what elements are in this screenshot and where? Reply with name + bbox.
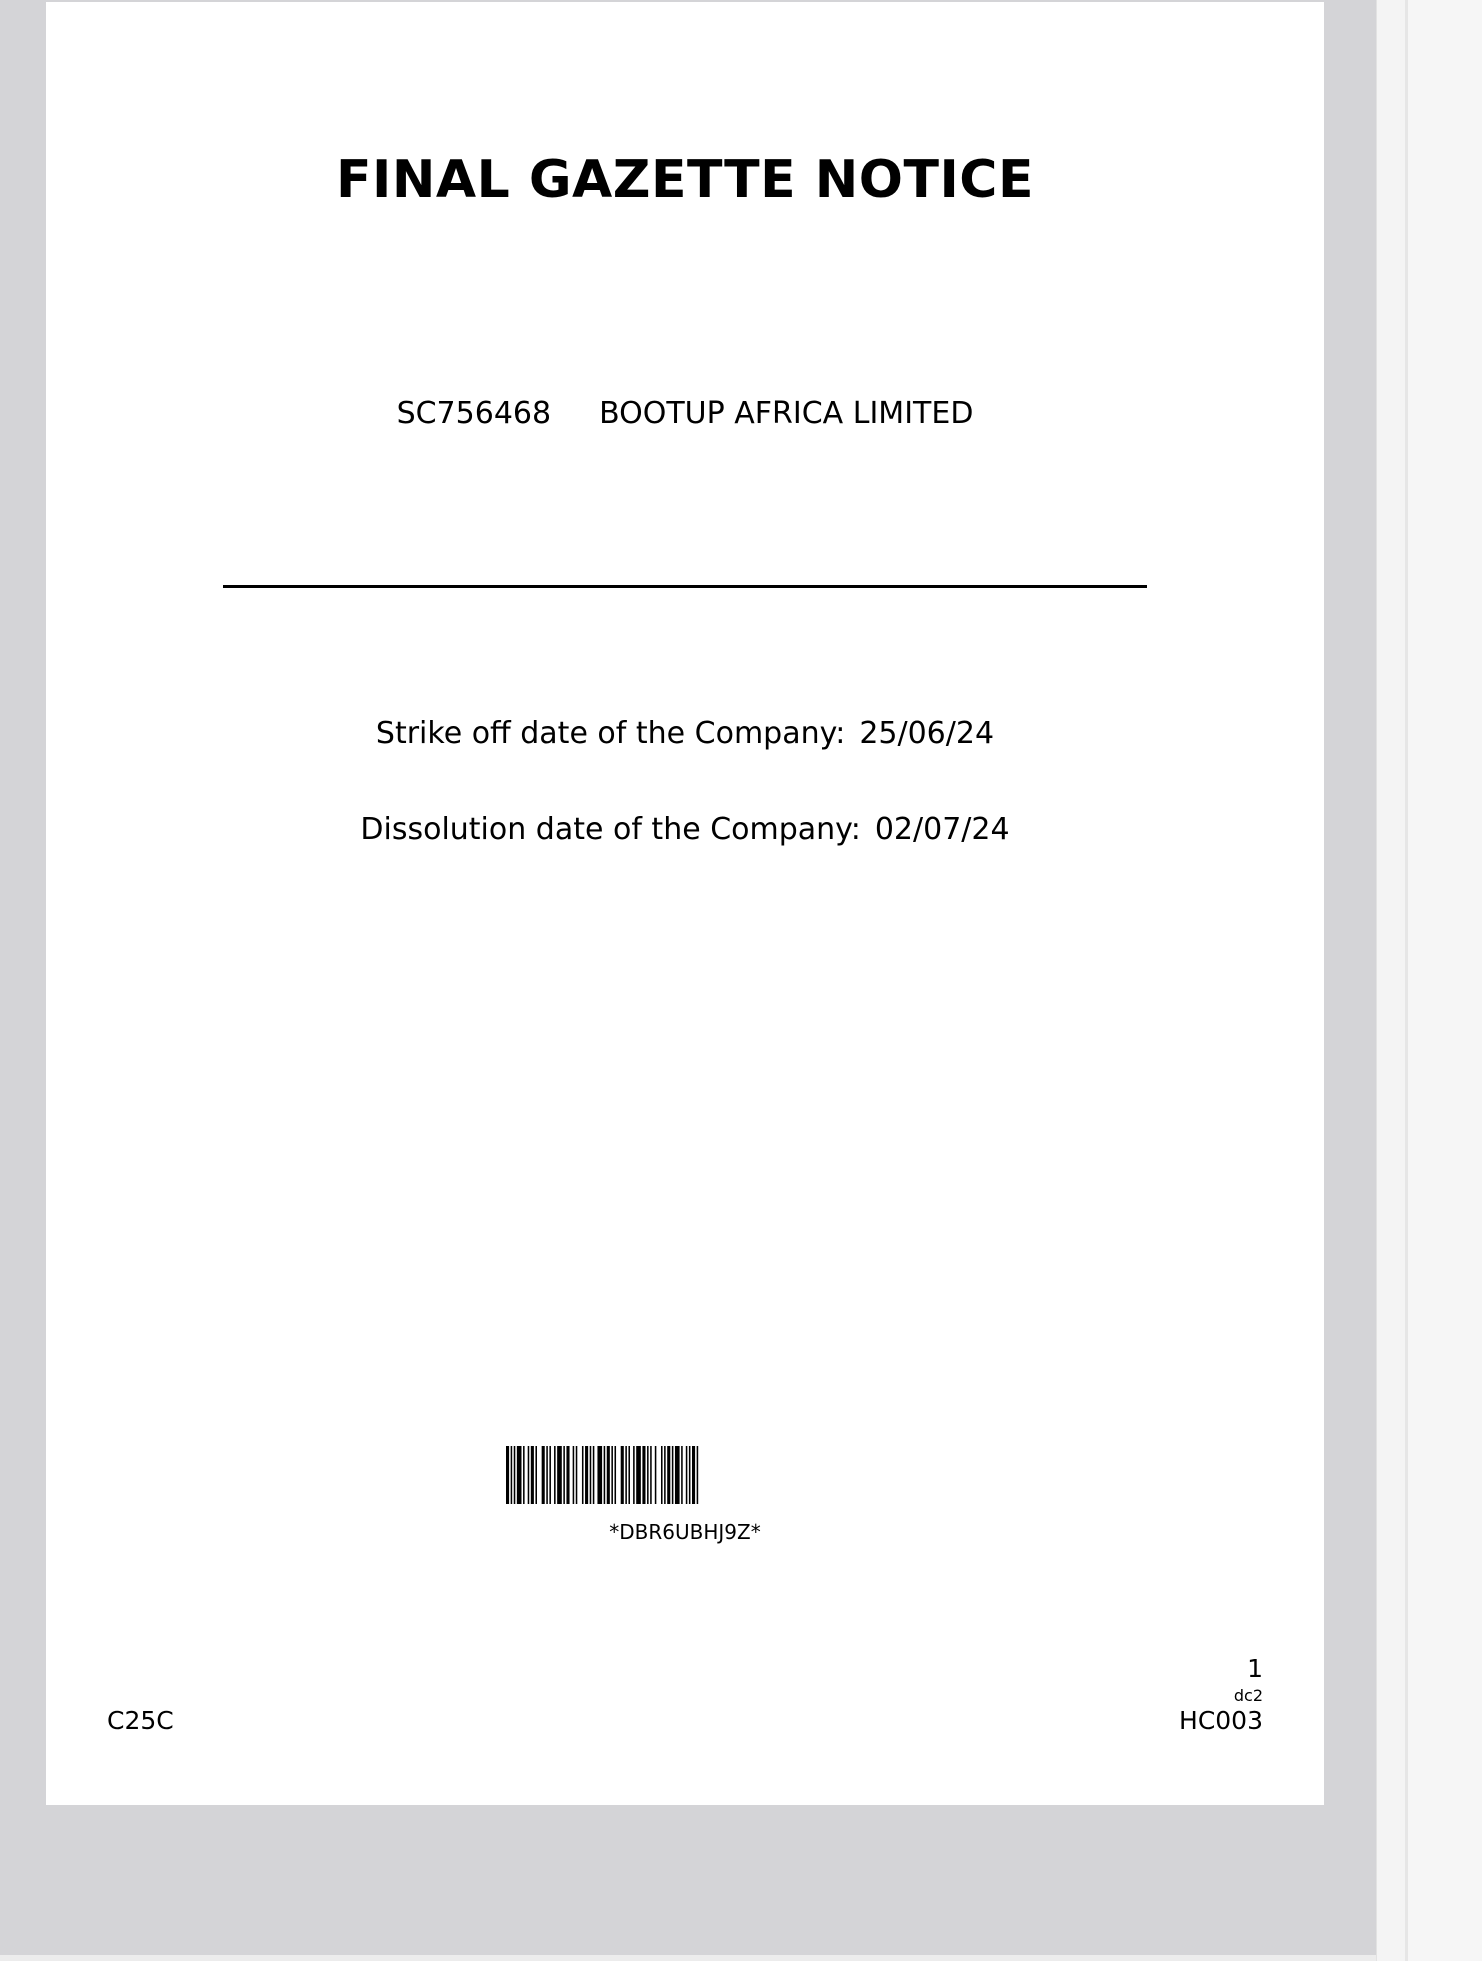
barcode-bar <box>554 1446 556 1504</box>
dissolution-line <box>46 812 1324 847</box>
barcode-bar <box>675 1446 680 1504</box>
viewer-bottom-edge <box>0 1955 1376 1961</box>
barcode-bar <box>563 1446 565 1504</box>
dissolution-label: Dissolution date of the Company: <box>360 812 861 847</box>
barcode-bar <box>628 1446 630 1504</box>
footer-code-left: C25C <box>107 1706 174 1735</box>
barcode-bar <box>523 1446 525 1504</box>
barcode-bar <box>607 1446 610 1504</box>
barcode-bar <box>585 1446 588 1504</box>
barcode-bar <box>549 1446 551 1504</box>
barcode-bar <box>517 1446 522 1504</box>
barcode-bar <box>697 1446 699 1504</box>
barcode-bar <box>546 1446 548 1504</box>
barcode-bar <box>593 1446 595 1504</box>
page-title: FINAL GAZETTE NOTICE <box>335 150 1034 210</box>
barcode-bar <box>621 1446 624 1504</box>
barcode-bar <box>692 1446 695 1504</box>
barcode-bar <box>625 1446 627 1504</box>
barcode-bar <box>681 1446 683 1504</box>
barcode-text: *DBR6UBHJ9Z* <box>609 1520 761 1544</box>
footer-small-code: dc2 <box>1233 1686 1263 1705</box>
barcode-bar <box>531 1446 534 1504</box>
barcode-bar <box>689 1446 691 1504</box>
barcode-bar <box>667 1446 670 1504</box>
barcode-bar <box>633 1446 635 1504</box>
company-name: BOOTUP AFRICA LIMITED <box>599 396 974 431</box>
barcode-bar <box>566 1446 569 1504</box>
barcode-bar <box>582 1446 584 1504</box>
divider <box>223 585 1147 588</box>
strike-off-date: 25/06/24 <box>859 716 995 751</box>
barcode-bar <box>672 1446 674 1504</box>
barcode-bar <box>573 1446 575 1504</box>
barcode-bar <box>611 1446 613 1504</box>
barcode <box>506 1446 864 1504</box>
barcode-bar <box>514 1446 516 1504</box>
barcode-bar <box>535 1446 537 1504</box>
barcode-bar <box>597 1446 602 1504</box>
barcode-bar <box>642 1446 645 1504</box>
side-panel <box>1405 0 1482 1961</box>
footer-code-right: HC003 <box>1179 1706 1263 1735</box>
dissolution-date: 02/07/24 <box>874 812 1010 847</box>
barcode-bar <box>636 1446 641 1504</box>
barcode-bar <box>650 1446 652 1504</box>
strike-off-label: Strike off date of the Company: <box>375 716 846 751</box>
strike-off-line <box>46 716 1324 751</box>
barcode-bar <box>506 1446 509 1504</box>
barcode-bar <box>528 1446 530 1504</box>
barcode-bar <box>655 1446 657 1504</box>
document-page <box>46 2 1324 1805</box>
barcode-bar <box>557 1446 562 1504</box>
company-number: SC756468 <box>396 396 552 431</box>
barcode-bar <box>647 1446 649 1504</box>
company-line <box>46 396 1324 431</box>
barcode-bar <box>590 1446 592 1504</box>
page-number: 1 <box>1247 1654 1263 1683</box>
barcode-bar <box>664 1446 666 1504</box>
barcode-bar <box>661 1446 663 1504</box>
barcode-bar <box>511 1446 513 1504</box>
scrollbar-track[interactable] <box>1376 0 1405 1961</box>
barcode-bar <box>542 1446 545 1504</box>
barcode-bar <box>686 1446 688 1504</box>
barcode-bar <box>615 1446 617 1504</box>
barcode-bar <box>604 1446 606 1504</box>
barcode-bar <box>576 1446 578 1504</box>
